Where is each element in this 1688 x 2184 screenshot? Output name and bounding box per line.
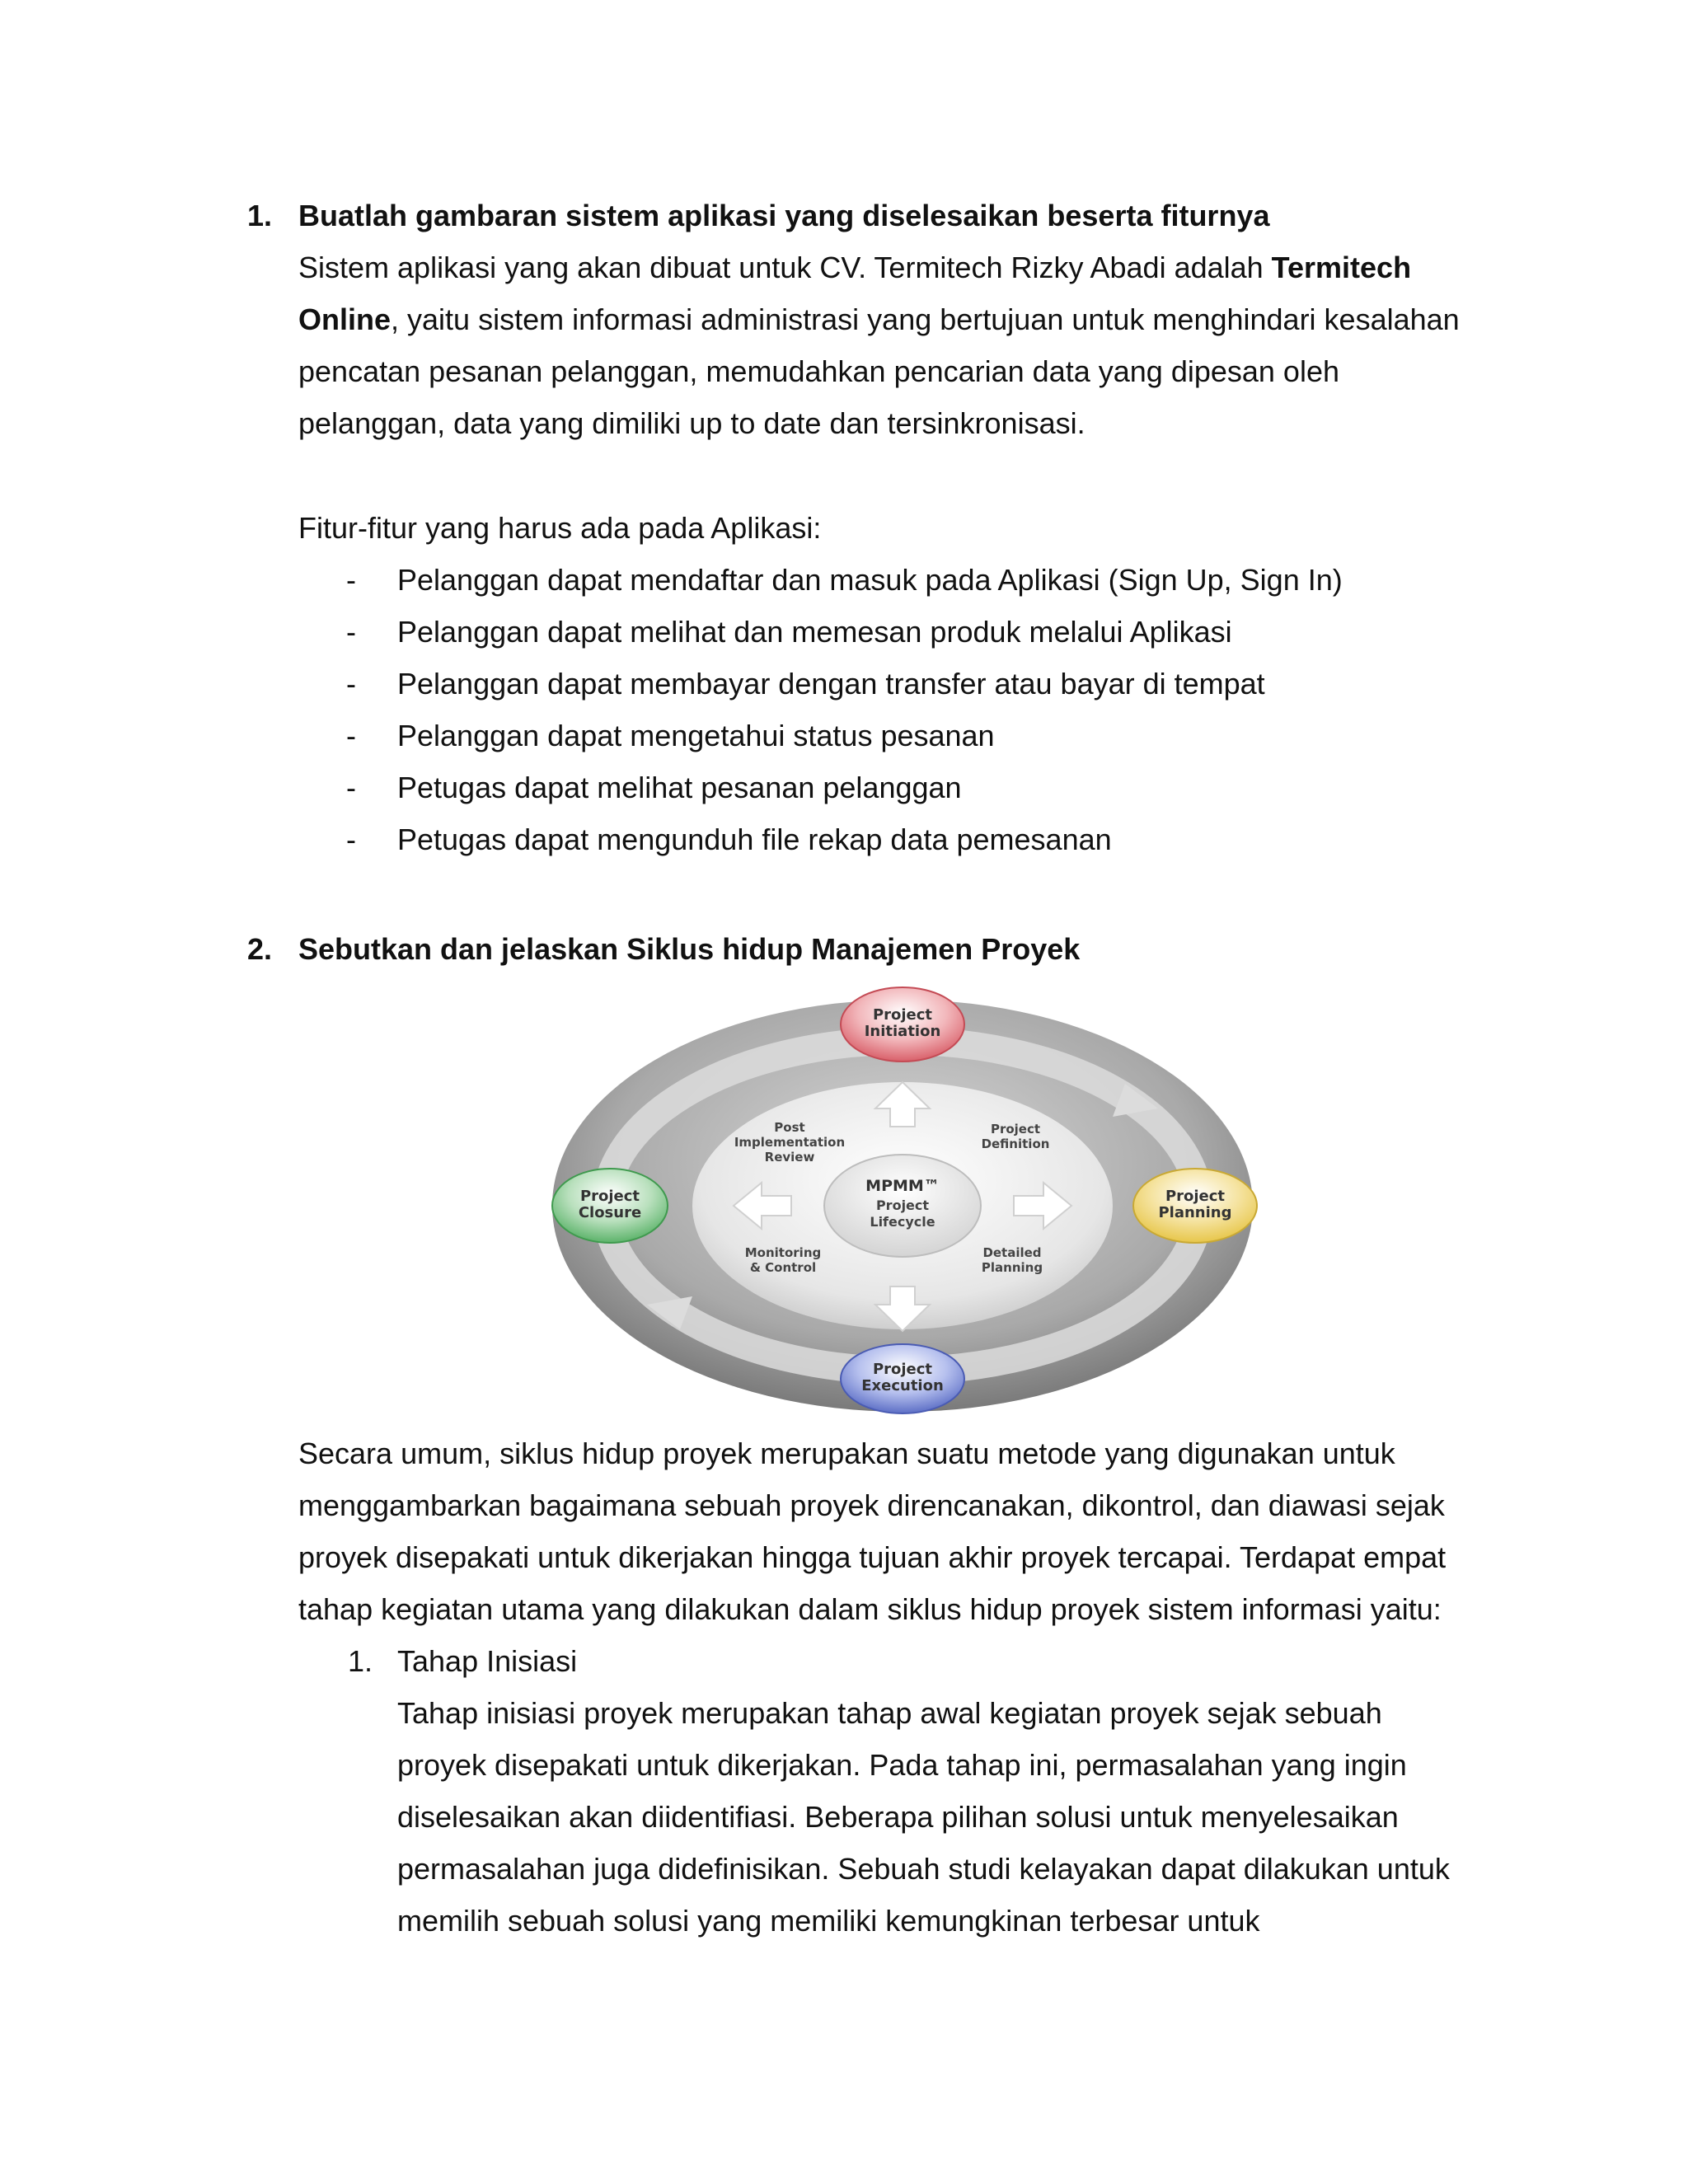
section-2-para-line: Secara umum, siklus hidup proyek merupakan suatu metode yang digunakan untuk	[298, 1436, 1395, 1470]
monitoring-control-label: & Control	[749, 1260, 817, 1275]
initiation-label: Project	[872, 1006, 933, 1024]
bold-text-span: Termitech	[1271, 251, 1412, 284]
feature-item: Pelanggan dapat mengetahui status pesanan	[397, 719, 995, 752]
post-implementation-review-label: Post	[774, 1120, 805, 1135]
section-1-number: 1.	[247, 199, 273, 232]
post-implementation-review-label: Review	[764, 1150, 815, 1165]
sub-para-line: diselesaikan akan diidentifiasi. Beberapa pilihan solusi untuk menyelesaikan	[397, 1800, 1399, 1834]
project-definition-label: Project	[990, 1122, 1041, 1137]
planning-label: Project	[1165, 1188, 1226, 1205]
execution-label: Execution	[861, 1377, 944, 1394]
features-intro: Fitur-fitur yang harus ada pada Aplikasi:	[298, 511, 822, 545]
bullet-dash: -	[346, 771, 356, 804]
detailed-planning-label: Detailed	[982, 1245, 1042, 1260]
execution-label: Project	[872, 1361, 933, 1378]
project-definition-label: Definition	[981, 1137, 1050, 1151]
monitoring-control-label: Monitoring	[744, 1245, 822, 1260]
feature-item: Petugas dapat melihat pesanan pelanggan	[397, 771, 962, 804]
sub-para-line: memilih sebuah solusi yang memiliki kemungkinan terbesar untuk	[397, 1904, 1260, 1938]
center-label: Lifecycle	[870, 1214, 935, 1230]
section-1-para-line-2	[298, 302, 1460, 338]
detailed-planning-label: Planning	[981, 1260, 1043, 1275]
text-span: , yaitu sistem informasi administrasi yang bertujuan untuk menghindari kesalahan	[391, 302, 1460, 336]
feature-item: Pelanggan dapat mendaftar dan masuk pada Aplikasi (Sign Up, Sign In)	[397, 563, 1343, 597]
sub-list-title: Tahap Inisiasi	[397, 1644, 578, 1678]
center-label: MPMM™	[865, 1177, 940, 1195]
planning-label: Planning	[1158, 1204, 1232, 1221]
section-2-heading: Sebutkan dan jelaskan Siklus hidup Manajemen Proyek	[298, 932, 1081, 966]
initiation-label: Initiation	[864, 1023, 941, 1040]
feature-item: Pelanggan dapat melihat dan memesan produk melalui Aplikasi	[397, 615, 1232, 649]
section-1-heading: Buatlah gambaran sistem aplikasi yang diselesaikan beserta fiturnya	[298, 199, 1270, 232]
sub-para-line: Tahap inisiasi proyek merupakan tahap awal kegiatan proyek sejak sebuah	[397, 1696, 1382, 1730]
section-1-para-line-1	[298, 250, 1411, 286]
center-label: Project	[875, 1197, 930, 1213]
section-2-para-line: tahap kegiatan utama yang dilakukan dalam siklus hidup proyek sistem informasi yaitu:	[298, 1592, 1442, 1626]
feature-item: Pelanggan dapat membayar dengan transfer atau bayar di tempat	[397, 667, 1265, 701]
sub-para-line: proyek disepakati untuk dikerjakan. Pada tahap ini, permasalahan yang ingin	[397, 1748, 1407, 1782]
feature-item: Petugas dapat mengunduh file rekap data pemesanan	[397, 823, 1112, 856]
section-1-para-line-3: pencatan pesanan pelanggan, memudahkan pencarian data yang dipesan oleh	[298, 354, 1339, 388]
bullet-dash: -	[346, 615, 356, 649]
section-2-number: 2.	[247, 932, 273, 966]
section-2-para-line: menggambarkan bagaimana sebuah proyek direncanakan, dikontrol, dan diawasi sejak	[298, 1488, 1445, 1522]
closure-label: Project	[579, 1188, 640, 1205]
bullet-dash: -	[346, 563, 356, 597]
post-implementation-review-label: Implementation	[734, 1135, 846, 1150]
sub-list-number: 1.	[348, 1644, 373, 1678]
section-2-para-line: proyek disepakati untuk dikerjakan hingga tujuan akhir proyek tercapai. Terdapat empat	[298, 1540, 1447, 1574]
bullet-dash: -	[346, 823, 356, 856]
bullet-dash: -	[346, 719, 356, 752]
text-span: Sistem aplikasi yang akan dibuat untuk CV. Termitech Rizky Abadi adalah	[298, 251, 1272, 284]
sub-para-line: permasalahan juga didefinisikan. Sebuah studi kelayakan dapat dilakukan untuk	[397, 1852, 1450, 1886]
section-1-para-line-4: pelanggan, data yang dimiliki up to date dan tersinkronisasi.	[298, 406, 1085, 440]
closure-label: Closure	[578, 1204, 642, 1221]
project-lifecycle-diagram	[544, 985, 1261, 1418]
bullet-dash: -	[346, 667, 356, 701]
bold-text-span: Online	[298, 302, 392, 336]
